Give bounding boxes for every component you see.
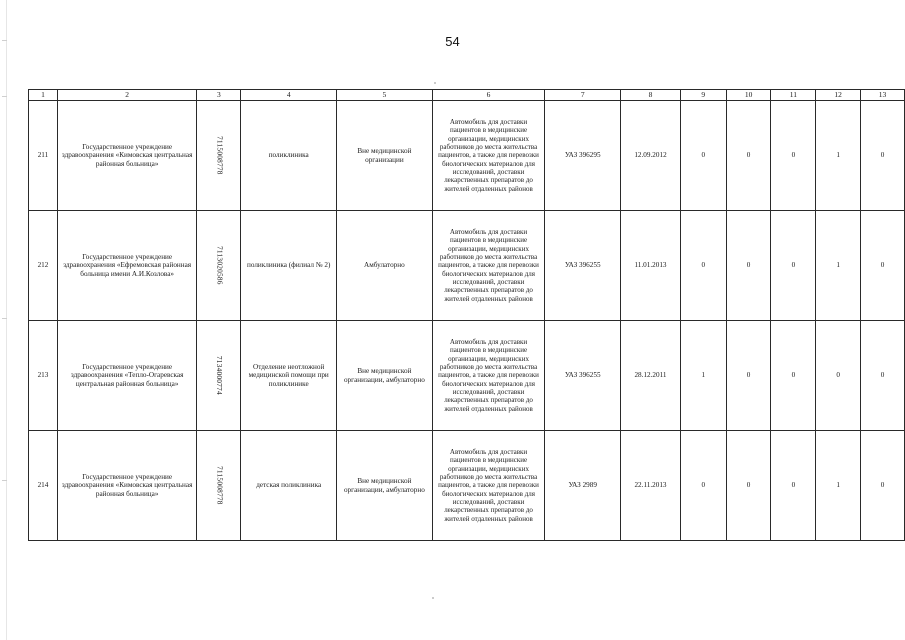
institution-name: Государственное учреждение здравоохранения «Кимовская центральная районная больница» (57, 101, 197, 211)
column-header: 1 (29, 90, 58, 101)
count-col-12: 1 (816, 211, 861, 321)
institution-code-cell (197, 211, 241, 321)
count-col-11: 0 (771, 211, 816, 321)
column-header: 8 (621, 90, 681, 101)
count-col-10: 0 (726, 101, 771, 211)
count-col-9: 1 (680, 321, 726, 431)
scan-margin-tick (2, 318, 7, 319)
count-col-9: 0 (680, 101, 726, 211)
department: поликлиника (филиал № 2) (241, 211, 337, 321)
column-header: 6 (432, 90, 545, 101)
department: поликлиника (241, 101, 337, 211)
vehicle-table (28, 89, 905, 541)
column-header: 3 (197, 90, 241, 101)
institution-code: 7113020586 (215, 246, 225, 285)
vehicle-purpose: Автомобиль для доставки пациентов в медицинские организации, медицинских работников до места жительства пациентов, а также для перевозки биологических материалов для исследований, доставки лекарственных препаратов до жителей отдаленных районов (432, 321, 545, 431)
scan-margin-tick (2, 96, 7, 97)
scan-margin-tick (2, 480, 7, 481)
vehicle-purpose: Автомобиль для доставки пациентов в медицинские организации, медицинских работников до места жительства пациентов, а также для перевозки биологических материалов для исследований, доставки лекарственных препаратов до жителей отдаленных районов (432, 101, 545, 211)
count-col-13: 0 (861, 211, 905, 321)
table-row (29, 211, 905, 321)
department: Отделение неотложной медицинской помощи при поликлинике (241, 321, 337, 431)
acquisition-date: 11.01.2013 (621, 211, 681, 321)
column-header: 11 (771, 90, 816, 101)
column-header: 2 (57, 90, 197, 101)
vehicle-model: УАЗ 396295 (545, 101, 621, 211)
count-col-12: 1 (816, 431, 861, 541)
service-place: Вне медицинской организации, амбулаторно (337, 431, 433, 541)
row-number: 213 (29, 321, 58, 431)
vehicle-model: УАЗ 396255 (545, 321, 621, 431)
institution-code: 7134000774 (215, 356, 225, 395)
column-header: 12 (816, 90, 861, 101)
vehicle-model: УАЗ 2989 (545, 431, 621, 541)
count-col-10: 0 (726, 431, 771, 541)
count-col-11: 0 (771, 431, 816, 541)
column-header: 7 (545, 90, 621, 101)
institution-code-cell (197, 321, 241, 431)
count-col-13: 0 (861, 321, 905, 431)
column-header: 5 (337, 90, 433, 101)
institution-name: Государственное учреждение здравоохранения «Кимовская центральная районная больница» (57, 431, 197, 541)
service-place: Вне медицинской организации, амбулаторно (337, 321, 433, 431)
institution-name: Государственное учреждение здравоохранения «Ефремовская районная больница имени А.И.Козлова» (57, 211, 197, 321)
institution-name: Государственное учреждение здравоохранения «Тепло-Огаревская центральная районная больница» (57, 321, 197, 431)
count-col-11: 0 (771, 321, 816, 431)
header-row (29, 90, 905, 101)
count-col-12: 1 (816, 101, 861, 211)
institution-code: 7115008778 (215, 136, 225, 175)
acquisition-date: 28.12.2011 (621, 321, 681, 431)
count-col-10: 0 (726, 321, 771, 431)
count-col-11: 0 (771, 101, 816, 211)
count-col-12: 0 (816, 321, 861, 431)
acquisition-date: 22.11.2013 (621, 431, 681, 541)
table-row (29, 101, 905, 211)
acquisition-date: 12.09.2012 (621, 101, 681, 211)
service-place: Вне медицинской организации (337, 101, 433, 211)
institution-code-cell (197, 431, 241, 541)
service-place: Амбулаторно (337, 211, 433, 321)
vehicle-purpose: Автомобиль для доставки пациентов в медицинские организации, медицинских работников до места жительства пациентов, а также для перевозки биологических материалов для исследований, доставки лекарственных препаратов до жителей отдаленных районов (432, 431, 545, 541)
row-number: 211 (29, 101, 58, 211)
row-number: 212 (29, 211, 58, 321)
vehicle-purpose: Автомобиль для доставки пациентов в медицинские организации, медицинских работников до места жительства пациентов, а также для перевозки биологических материалов для исследований, доставки лекарственных препаратов до жителей отдаленных районов (432, 211, 545, 321)
vehicle-model: УАЗ 396255 (545, 211, 621, 321)
count-col-9: 0 (680, 211, 726, 321)
count-col-13: 0 (861, 431, 905, 541)
page-number: 54 (445, 34, 460, 49)
column-header: 10 (726, 90, 771, 101)
scan-speck (434, 82, 436, 84)
column-header: 13 (861, 90, 905, 101)
table-row (29, 321, 905, 431)
institution-code: 7115008778 (215, 466, 225, 505)
count-col-13: 0 (861, 101, 905, 211)
count-col-9: 0 (680, 431, 726, 541)
table-row (29, 431, 905, 541)
column-header: 4 (241, 90, 337, 101)
department: детская поликлиника (241, 431, 337, 541)
column-header: 9 (680, 90, 726, 101)
institution-code-cell (197, 101, 241, 211)
row-number: 214 (29, 431, 58, 541)
count-col-10: 0 (726, 211, 771, 321)
scan-speck (432, 597, 434, 599)
